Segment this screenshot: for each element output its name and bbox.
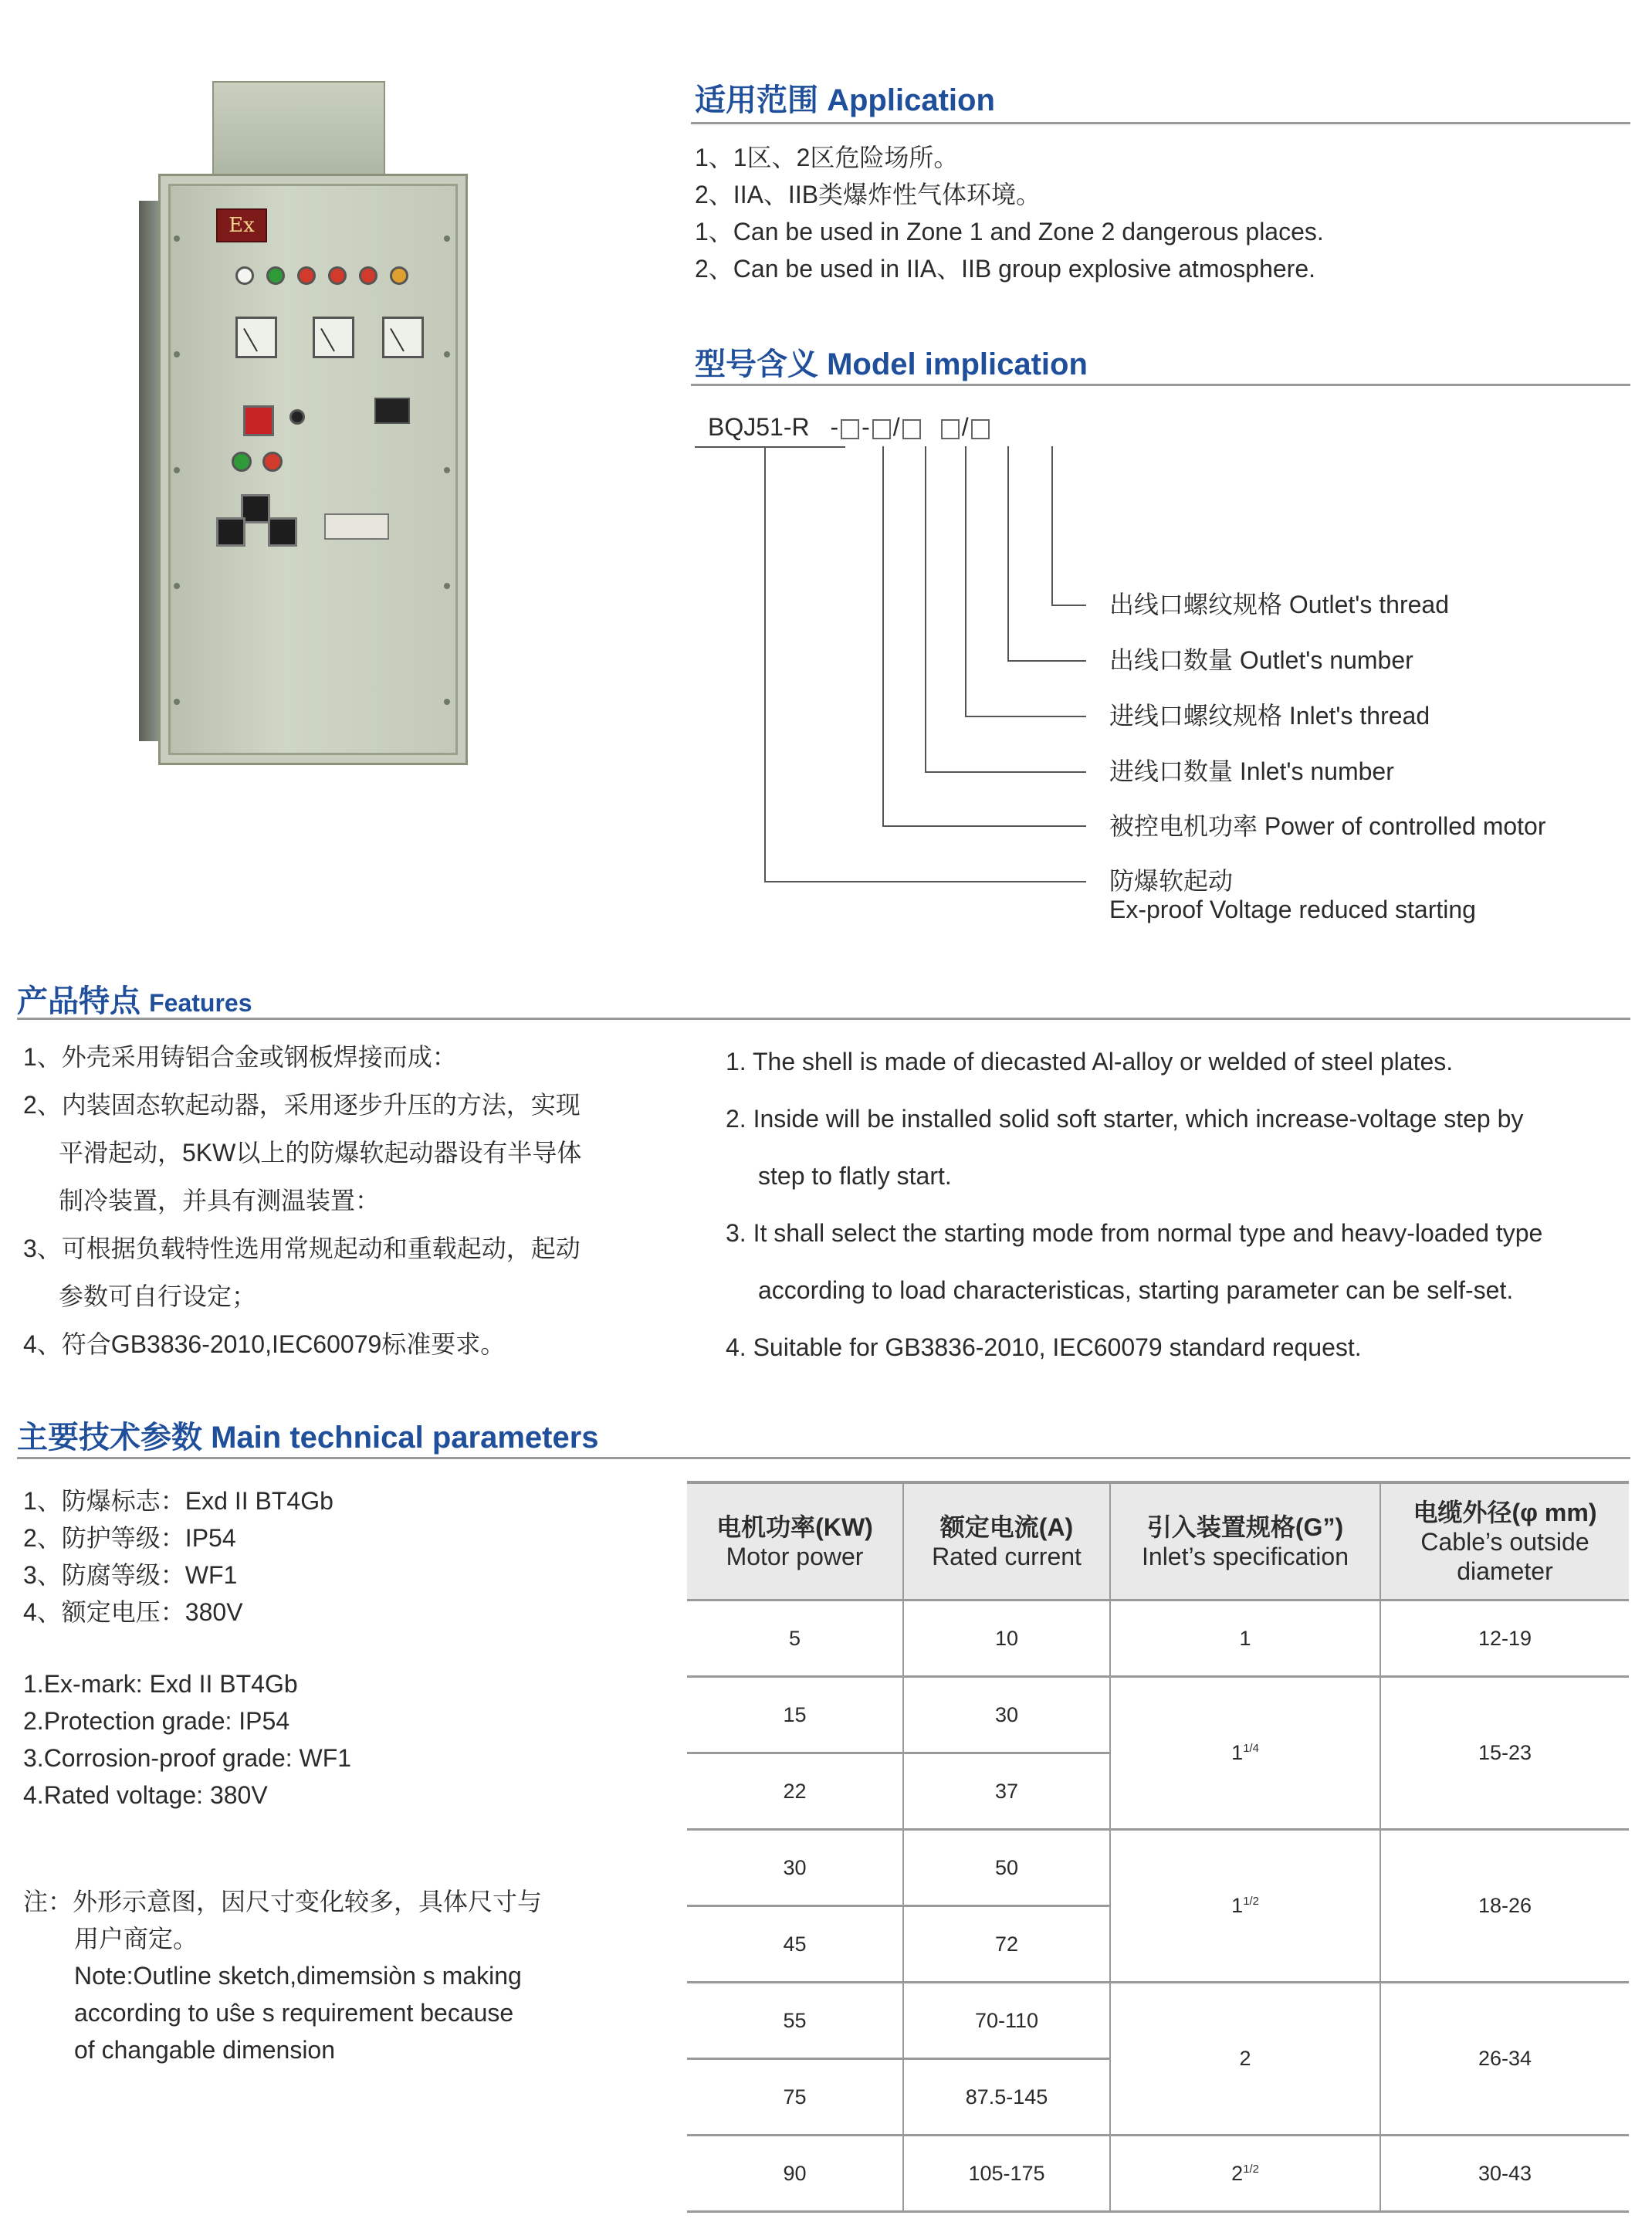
code-underline bbox=[695, 446, 845, 448]
features-title-en: Features bbox=[149, 989, 252, 1017]
model-label-inlet-number: 进线口数量 Inlet's number bbox=[1109, 757, 1394, 785]
model-title: 型号含义 Model implication bbox=[695, 347, 1088, 381]
cell-power: 55 bbox=[687, 1983, 903, 2059]
feature-cn-line: 制冷装置，并具有测温装置： bbox=[59, 1187, 381, 1214]
model-code-prefix: BQJ51-R bbox=[708, 413, 810, 441]
bolt bbox=[174, 351, 180, 357]
header-motor-power: 电机功率(KW) Motor power bbox=[687, 1482, 903, 1600]
switch-box bbox=[216, 517, 245, 547]
bolt bbox=[444, 467, 450, 473]
section-divider bbox=[17, 1018, 1630, 1020]
cell-current: 72 bbox=[903, 1906, 1110, 1983]
leader-line bbox=[925, 446, 926, 771]
nameplate bbox=[324, 513, 389, 540]
leader-line bbox=[882, 446, 884, 825]
cell-diameter: 15-23 bbox=[1380, 1677, 1629, 1830]
note-line: 用户商定。 bbox=[74, 1925, 198, 1953]
header-inlet-spec: 引入装置规格(G”) Inlet’s specification bbox=[1110, 1482, 1380, 1600]
param-cn-line: 2、防护等级：IP54 bbox=[23, 1524, 236, 1552]
cell-power: 22 bbox=[687, 1753, 903, 1830]
bolt bbox=[174, 235, 180, 242]
note-line: according to uŝe s requirement because bbox=[74, 1999, 514, 2027]
cabinet-front-panel bbox=[158, 174, 468, 765]
cell-power: 5 bbox=[687, 1600, 903, 1677]
cabinet-side-panel bbox=[139, 201, 161, 741]
note-line: Note:Outline sketch,dimemsiòn s making bbox=[74, 1962, 522, 1990]
placeholder-box bbox=[971, 419, 990, 439]
leader-line bbox=[764, 881, 1086, 882]
param-cn-line: 4、额定电压：380V bbox=[23, 1598, 243, 1626]
features-cn-list bbox=[23, 1033, 641, 1368]
feature-en-line: 3. It shall select the starting mode from normal type and heavy-loaded type bbox=[726, 1219, 1543, 1247]
cell-inlet-spec: $1^{1/4}$ bbox=[1110, 1677, 1380, 1830]
stop-button bbox=[262, 452, 283, 472]
model-label-inlet-thread: 进线口螺纹规格 Inlet's thread bbox=[1109, 702, 1430, 730]
feature-en-line: 2. Inside will be installed solid soft starter, which increase-voltage step by bbox=[726, 1105, 1524, 1133]
params-list bbox=[23, 1482, 542, 2068]
switch-box bbox=[268, 517, 297, 547]
feature-en-line: 4. Suitable for GB3836-2010, IEC60079 standard request. bbox=[726, 1333, 1362, 1361]
cell-current: 10 bbox=[903, 1600, 1110, 1677]
feature-en-line: 1. The shell is made of diecasted Al-alloy or welded of steel plates. bbox=[726, 1048, 1454, 1075]
bolt bbox=[444, 351, 450, 357]
model-label-outlet-number: 出线口数量 Outlet's number bbox=[1109, 646, 1413, 674]
cell-diameter: 18-26 bbox=[1380, 1830, 1629, 1983]
cell-inlet-spec: $2^{1/2}$ bbox=[1110, 2136, 1380, 2212]
placeholder-box bbox=[941, 419, 960, 439]
ammeter-gauge bbox=[235, 317, 277, 358]
param-cn-line: 3、防腐等级：WF1 bbox=[23, 1561, 238, 1589]
control-knob bbox=[289, 409, 305, 425]
table-header-row bbox=[687, 1482, 1629, 1600]
indicator-lamp bbox=[235, 266, 254, 285]
product-illustration bbox=[139, 81, 479, 760]
selector-switch bbox=[243, 405, 274, 436]
leader-line bbox=[882, 825, 1086, 827]
voltmeter-gauge bbox=[382, 317, 424, 358]
leader-line bbox=[1007, 446, 1009, 660]
section-divider bbox=[17, 1457, 1630, 1459]
header-cable-diameter: 电缆外径(φ mm) Cable’s outside diameter bbox=[1380, 1482, 1629, 1600]
features-title bbox=[17, 977, 252, 1021]
cell-diameter: 26-34 bbox=[1380, 1983, 1629, 2136]
model-code: BQJ51-R - - / / bbox=[708, 413, 992, 442]
param-en-line: 1.Ex-mark: Exd II BT4Gb bbox=[23, 1670, 298, 1698]
ex-mark-badge: Ex bbox=[216, 208, 267, 242]
leader-line bbox=[1051, 446, 1053, 605]
section-divider bbox=[691, 384, 1630, 386]
ammeter-gauge bbox=[313, 317, 354, 358]
placeholder-box bbox=[872, 419, 891, 439]
table-row bbox=[687, 1677, 1629, 1753]
bolt bbox=[174, 467, 180, 473]
feature-en-line: step to flatly start. bbox=[758, 1162, 952, 1190]
indicator-lamp bbox=[297, 266, 316, 285]
cell-power: 75 bbox=[687, 2059, 903, 2136]
bolt bbox=[444, 583, 450, 589]
indicator-lamp bbox=[359, 266, 377, 285]
spec-table bbox=[687, 1481, 1629, 2213]
leader-line bbox=[965, 716, 1086, 717]
feature-cn-line: 平滑起动，5KW以上的防爆软起动器设有半导体 bbox=[59, 1139, 582, 1167]
application-list bbox=[695, 139, 1324, 287]
table-row bbox=[687, 1983, 1629, 2059]
bolt bbox=[444, 235, 450, 242]
application-line: 2、Can be used in IIA、IIB group explosive atmosphere. bbox=[695, 255, 1316, 283]
application-line: 2、IIA、IIB类爆炸性气体环境。 bbox=[695, 181, 1041, 208]
model-label-exproof-en: Ex-proof Voltage reduced starting bbox=[1109, 896, 1476, 923]
feature-en-line: according to load characteristicas, starting parameter can be self-set. bbox=[758, 1276, 1514, 1304]
param-cn-line: 1、防爆标志：Exd II BT4Gb bbox=[23, 1487, 333, 1515]
bolt bbox=[174, 583, 180, 589]
cell-current: 37 bbox=[903, 1753, 1110, 1830]
application-title: 适用范围 Application bbox=[695, 83, 995, 117]
cell-current: 87.5-145 bbox=[903, 2059, 1110, 2136]
cell-power: 90 bbox=[687, 2136, 903, 2212]
params-title: 主要技术参数 Main technical parameters bbox=[17, 1421, 599, 1455]
cell-inlet-spec: $1^{1/2}$ bbox=[1110, 1830, 1380, 1983]
feature-cn-line: 3、可根据负载特性选用常规起动和重载起动，起动 bbox=[23, 1235, 581, 1262]
features-title-cn: 产品特点 bbox=[17, 984, 140, 1018]
indicator-lamp bbox=[266, 266, 285, 285]
application-line: 1、Can be used in Zone 1 and Zone 2 dangerous places. bbox=[695, 218, 1324, 246]
model-label-exproof-cn: 防爆软起动 bbox=[1109, 867, 1234, 895]
leader-line bbox=[965, 446, 966, 716]
cell-power: 30 bbox=[687, 1830, 903, 1906]
leader-line bbox=[1051, 605, 1086, 606]
param-en-line: 2.Protection grade: IP54 bbox=[23, 1707, 290, 1735]
placeholder-box bbox=[902, 419, 921, 439]
placeholder-box bbox=[841, 419, 859, 439]
param-en-line: 3.Corrosion-proof grade: WF1 bbox=[23, 1744, 352, 1772]
cell-power: 15 bbox=[687, 1677, 903, 1753]
param-en-line: 4.Rated voltage: 380V bbox=[23, 1781, 268, 1809]
cell-diameter: 30-43 bbox=[1380, 2136, 1629, 2212]
note-line: of changable dimension bbox=[74, 2036, 336, 2064]
start-button bbox=[232, 452, 252, 472]
cell-current: 70-110 bbox=[903, 1983, 1110, 2059]
cell-current: 105-175 bbox=[903, 2136, 1110, 2212]
model-label-motor-power: 被控电机功率 Power of controlled motor bbox=[1109, 812, 1546, 840]
feature-cn-line: 4、符合GB3836-2010,IEC60079标准要求。 bbox=[23, 1330, 506, 1358]
cell-diameter: 12-19 bbox=[1380, 1600, 1629, 1677]
leader-line bbox=[925, 771, 1086, 773]
cell-current: 30 bbox=[903, 1677, 1110, 1753]
features-en-list bbox=[726, 1033, 1606, 1376]
leader-line bbox=[1007, 660, 1086, 662]
table-row bbox=[687, 1830, 1629, 1906]
note-line: 注：外形示意图，因尺寸变化较多，具体尺寸与 bbox=[23, 1888, 543, 1916]
application-line: 1、1区、2区危险场所。 bbox=[695, 144, 959, 171]
cell-power: 45 bbox=[687, 1906, 903, 1983]
cabinet-top-junction-box bbox=[212, 81, 385, 177]
model-label-outlet-thread: 出线口螺纹规格 Outlet's thread bbox=[1109, 591, 1450, 618]
header-rated-current: 额定电流(A) Rated current bbox=[903, 1482, 1110, 1600]
feature-cn-line: 参数可自行设定； bbox=[59, 1282, 257, 1310]
section-divider bbox=[691, 122, 1630, 124]
digital-display bbox=[374, 398, 410, 424]
indicator-lamp bbox=[328, 266, 347, 285]
cell-inlet-spec: 2 bbox=[1110, 1983, 1380, 2136]
table-row bbox=[687, 2136, 1629, 2212]
indicator-lamp bbox=[390, 266, 408, 285]
feature-cn-line: 1、外壳采用铸铝合金或钢板焊接而成： bbox=[23, 1043, 457, 1071]
feature-cn-line: 2、内装固态软起动器，采用逐步升压的方法，实现 bbox=[23, 1091, 581, 1119]
table-row bbox=[687, 1600, 1629, 1677]
bolt bbox=[174, 699, 180, 705]
cell-current: 50 bbox=[903, 1830, 1110, 1906]
cell-inlet-spec: 1 bbox=[1110, 1600, 1380, 1677]
bolt bbox=[444, 699, 450, 705]
leader-line bbox=[764, 446, 766, 881]
